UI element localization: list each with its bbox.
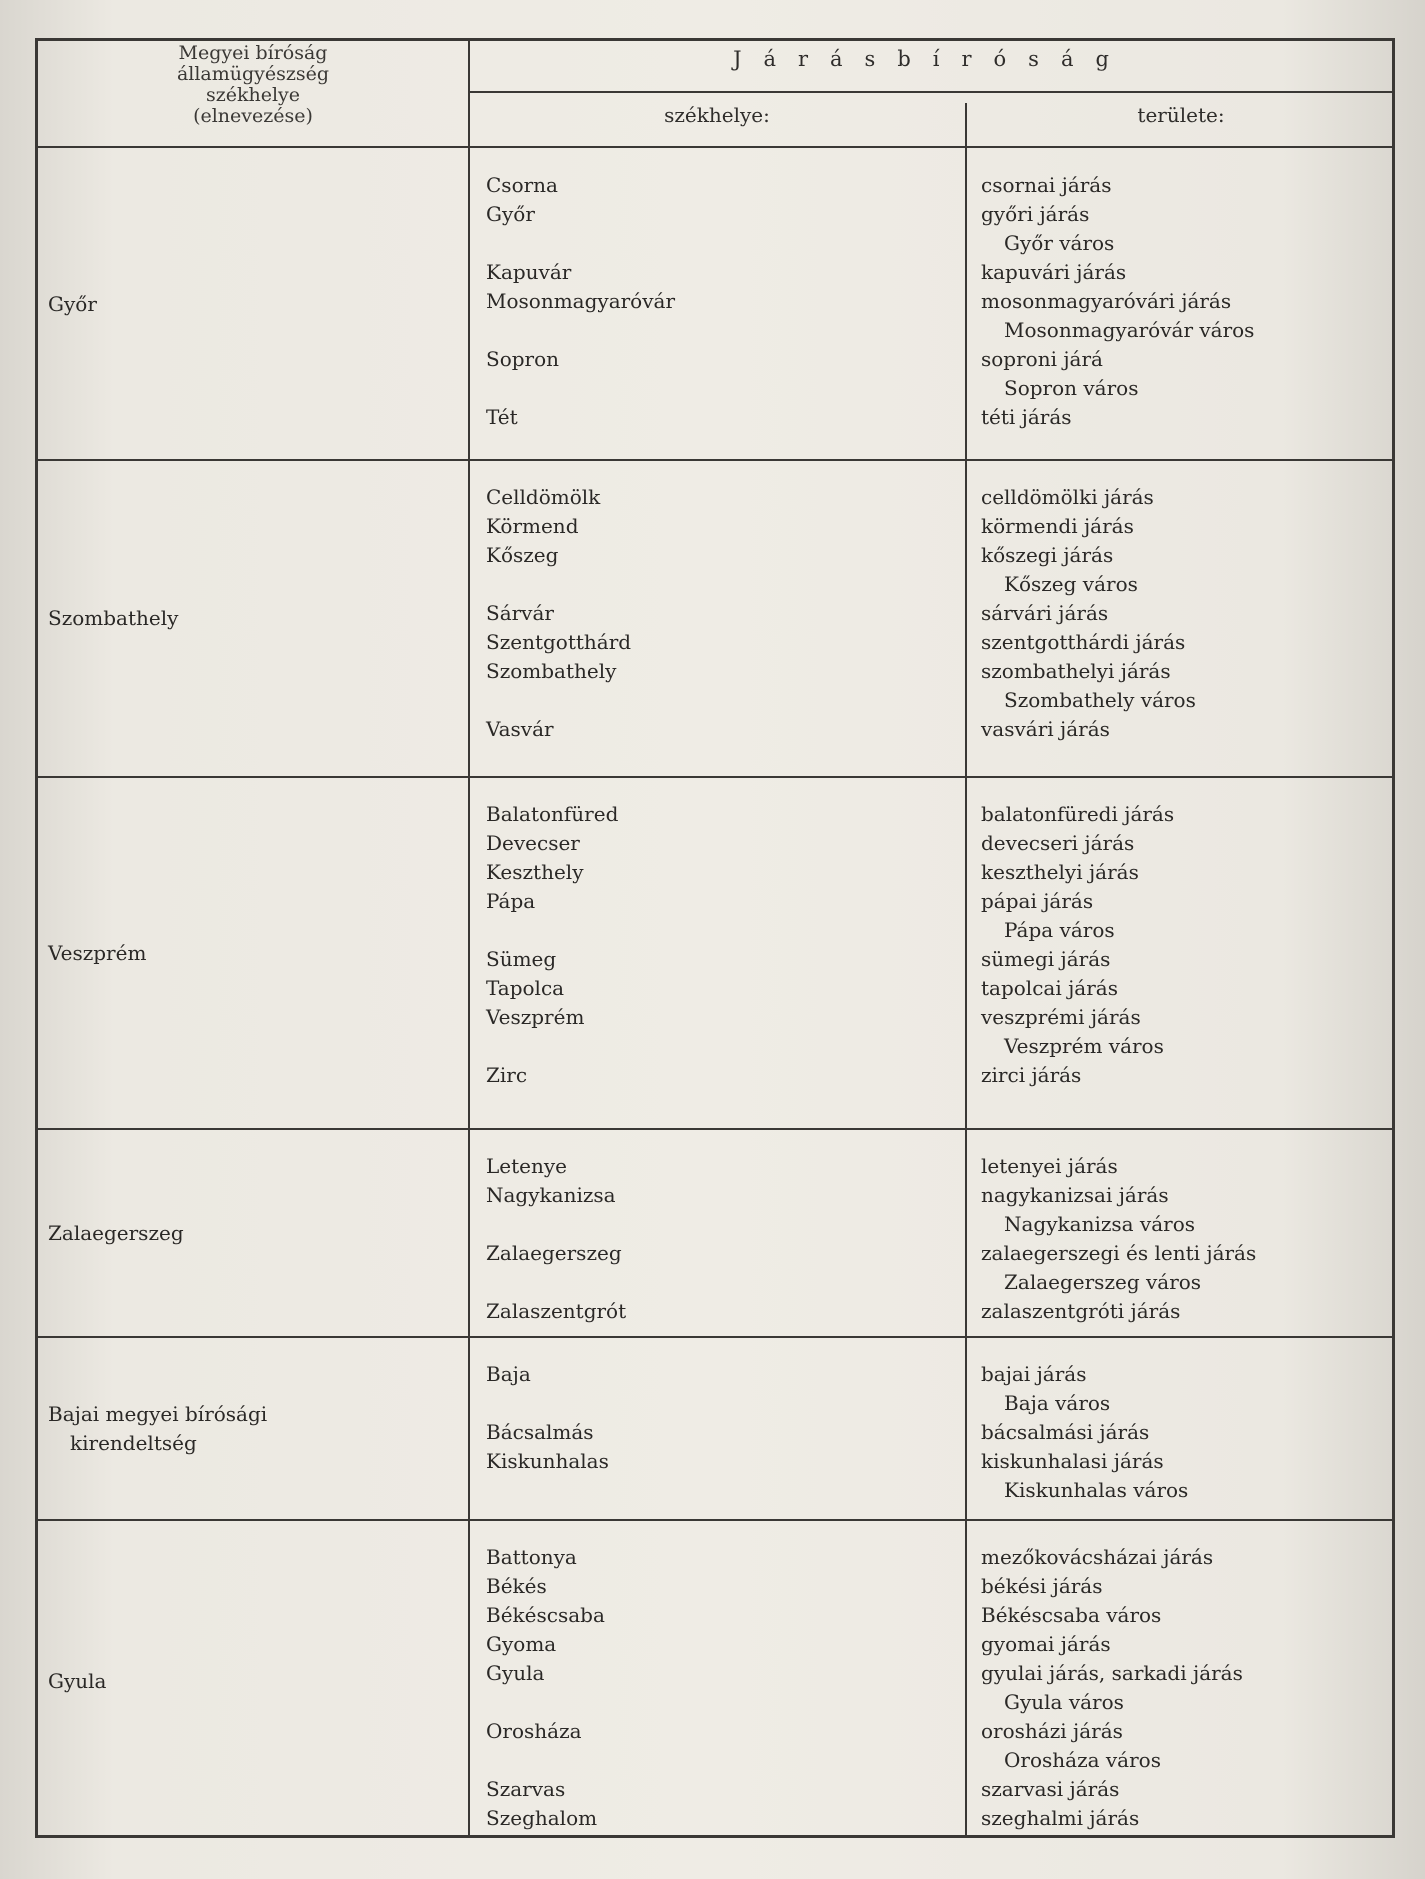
county-court-line: Zalaegerszeg [48,1220,184,1245]
group-divider [38,1519,1392,1521]
district-area-cell: szentgotthárdi járás [981,630,1186,654]
district-area-cell: kiskunhalasi járás [981,1449,1164,1473]
county-court-line: kirendeltség [70,1430,197,1455]
group-divider [38,459,1392,461]
header-line: (elnevezése) [193,105,313,127]
county-court-cell [48,1400,448,1458]
district-area-cell: devecseri járás [981,831,1135,855]
district-area-cell: gyulai járás, sarkadi járás [981,1661,1243,1685]
seat-cell: Szombathely [486,659,617,683]
seat-cell: Veszprém [486,1005,585,1029]
seat-cell: Sárvár [486,601,554,625]
seat-cell: Zalaszentgrót [486,1299,627,1323]
district-area-cell: békési járás [981,1574,1103,1598]
district-area-cell: bajai járás [981,1362,1087,1386]
seat-cell: Gyoma [486,1632,557,1656]
seat-cell: Pápa [486,889,536,913]
county-court-cell [48,1219,448,1248]
seat-cell: Orosháza [486,1719,582,1743]
district-area-cell: pápai járás [981,889,1094,913]
district-area-cell: celldömölki járás [981,485,1154,509]
seat-cell: Vasvár [486,717,554,741]
county-court-line: Gyula [48,1668,107,1693]
seat-cell: Körmend [486,514,579,538]
court-table [35,38,1395,1838]
city-area-cell: Veszprém város [1004,1034,1164,1058]
county-court-line: Bajai megyei bírósági [48,1401,268,1426]
city-area-cell: Mosonmagyaróvár város [1004,318,1255,342]
group-divider [38,776,1392,778]
seat-cell: Győr [486,202,535,226]
column-divider [965,103,967,1835]
seat-cell: Devecser [486,831,580,855]
header-bottom-rule [38,146,1392,148]
city-area-cell: Kiskunhalas város [1004,1478,1189,1502]
seat-cell: Tét [486,405,518,429]
district-area-cell: szeghalmi járás [981,1806,1140,1830]
seat-cell: Békés [486,1574,547,1598]
seat-cell: Kapuvár [486,260,572,284]
header-line: államügyészség [176,63,330,85]
district-area-cell: körmendi járás [981,514,1134,538]
district-area-cell: szarvasi járás [981,1777,1120,1801]
district-area-cell: csornai járás [981,173,1112,197]
seat-cell: Békéscsaba [486,1603,605,1627]
city-area-cell: Sopron város [1004,376,1139,400]
seat-cell: Kiskunhalas [486,1449,609,1473]
header-line: Megyei bíróság [178,42,328,64]
district-area-cell: kőszegi járás [981,543,1114,567]
district-area-cell: mezőkovácsházai járás [981,1545,1214,1569]
district-area-cell: zalaegerszegi és lenti járás [981,1241,1257,1265]
seat-cell: Gyula [486,1661,545,1685]
header-county-court [38,43,468,127]
city-area-cell: Baja város [1004,1391,1111,1415]
city-area-cell: Pápa város [1004,918,1115,942]
seat-cell: Battonya [486,1545,577,1569]
district-area-cell: vasvári járás [981,717,1110,741]
column-divider [468,41,470,1835]
seat-cell: Mosonmagyaróvár [486,289,676,313]
seat-cell: Letenye [486,1154,568,1178]
header-line: székhelye [205,84,301,106]
seat-cell: Balatonfüred [486,802,619,826]
county-court-line: Szombathely [48,606,179,630]
city-area-cell: Orosháza város [1004,1748,1161,1772]
header-district-court: Járásbíróság [733,47,1131,71]
seat-cell: Bácsalmás [486,1420,594,1444]
seat-cell: Szentgotthárd [486,630,632,654]
district-area-cell: gyomai járás [981,1632,1111,1656]
seat-cell: Sümeg [486,947,557,971]
district-area-cell: veszprémi járás [981,1005,1141,1029]
seat-cell: Szarvas [486,1777,566,1801]
district-area-cell: sümegi járás [981,947,1111,971]
seat-cell: Sopron [486,347,560,371]
seat-cell: Csorna [486,173,558,197]
seat-cell: Tapolca [486,976,565,1000]
district-area-cell: mosonmagyaróvári járás [981,289,1232,313]
county-court-cell [48,604,448,633]
district-area-cell: orosházi járás [981,1719,1123,1743]
seat-cell: Zirc [486,1063,528,1087]
city-area-cell: Kőszeg város [1004,572,1138,596]
city-area-cell: Gyula város [1004,1690,1124,1714]
district-area-cell: zalaszentgróti járás [981,1299,1181,1323]
seat-cell: Baja [486,1362,531,1386]
county-court-cell [48,290,448,319]
district-area-cell: bácsalmási járás [981,1420,1150,1444]
seat-cell: Keszthely [486,860,584,884]
seat-cell: Celldömölk [486,485,601,509]
seat-cell: Nagykanizsa [486,1183,616,1207]
district-area-cell: soproni járá [981,347,1103,371]
district-area-cell: letenyei járás [981,1154,1118,1178]
city-area-cell: Zalaegerszeg város [1004,1270,1202,1294]
city-area-cell: Győr város [1004,231,1115,255]
group-divider [38,1128,1392,1130]
group-divider [38,1336,1392,1338]
district-area-cell: kapuvári járás [981,260,1127,284]
district-area-cell: szombathelyi járás [981,659,1171,683]
district-area-cell: sárvári járás [981,601,1109,625]
district-area-cell: zirci járás [981,1063,1082,1087]
header-area: területe: [1137,103,1225,127]
district-area-cell: Békéscsaba város [981,1603,1162,1627]
header-divider [468,91,1392,93]
seat-cell: Szeghalom [486,1806,598,1830]
seat-cell: Kőszeg [486,543,559,567]
county-court-line: Győr [48,291,97,316]
county-court-cell [48,939,448,968]
district-area-cell: nagykanizsai járás [981,1183,1169,1207]
district-area-cell: keszthelyi járás [981,860,1139,884]
district-area-cell: tapolcai járás [981,976,1118,1000]
district-area-cell: balatonfüredi járás [981,802,1175,826]
city-area-cell: Nagykanizsa város [1004,1212,1196,1236]
header-seat: székhelye: [664,103,770,127]
district-area-cell: téti járás [981,405,1072,429]
seat-cell: Zalaegerszeg [486,1241,622,1265]
district-area-cell: győri járás [981,202,1090,226]
county-court-cell [48,1667,448,1696]
city-area-cell: Szombathely város [1004,688,1196,712]
county-court-line: Veszprém [48,940,147,965]
